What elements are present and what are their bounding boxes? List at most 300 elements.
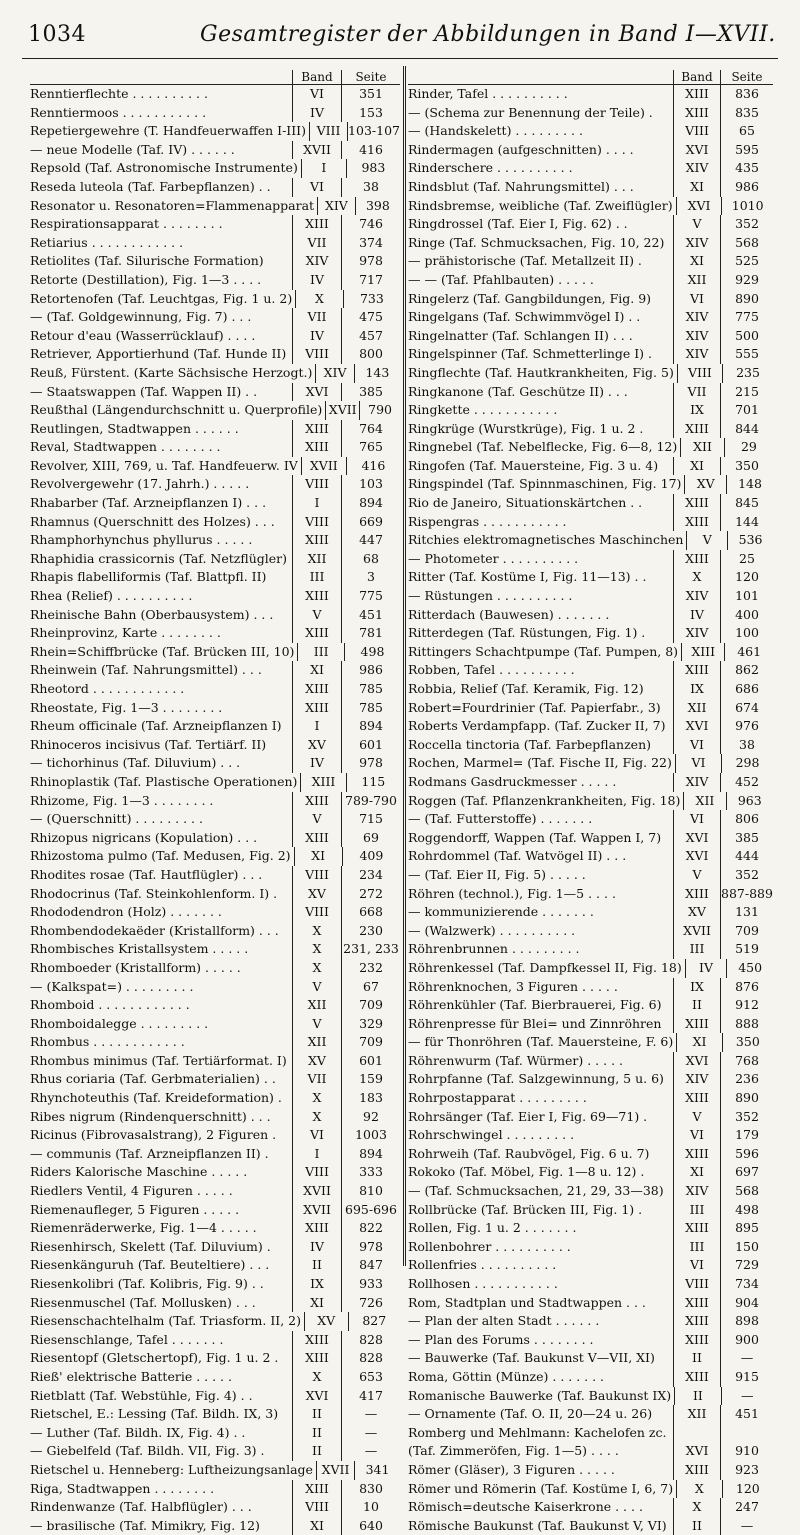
index-entry	[408, 885, 773, 904]
entry-term: Riesenmuschel (Taf. Mollusken) . . .	[30, 1294, 256, 1310]
right-entry-list	[408, 85, 773, 1535]
entry-band: X	[292, 922, 342, 941]
entry-band: XVI	[673, 1052, 721, 1071]
entry-band: VI	[673, 810, 721, 829]
entry-page: 764	[359, 420, 383, 436]
entry-page: 601	[359, 736, 383, 752]
entry-term: Rohrschwingel . . . . . . . . .	[408, 1127, 575, 1143]
entry-page: 862	[735, 662, 759, 678]
entry-band: VIII	[677, 364, 723, 383]
entry-band: XIII	[292, 699, 342, 718]
entry-page: 890	[735, 1090, 759, 1106]
entry-term: Ribes nigrum (Rindenquerschnitt) . . .	[30, 1108, 271, 1124]
entry-term: — Plan des Forums . . . . . . . .	[408, 1331, 594, 1347]
entry-term: Rohrsänger (Taf. Eier I, Fig. 69—71) .	[408, 1108, 648, 1124]
entry-band: VI	[673, 1126, 721, 1145]
left-column	[30, 66, 400, 1535]
entry-band: XIII	[292, 792, 342, 811]
entry-term: Rheostate, Fig. 1—3 . . . . . . . .	[30, 699, 223, 715]
entry-page: 830	[359, 1480, 383, 1496]
entry-page: 232	[359, 959, 383, 975]
index-entry	[30, 568, 400, 587]
entry-term: Romanische Bauwerke (Taf. Baukunst IX)	[408, 1387, 672, 1403]
entry-term: Ringkrüge (Wurstkrüge), Fig. 1 u. 2 .	[408, 420, 644, 436]
entry-term: Rittingers Schachtpumpe (Taf. Pumpen, 8)	[408, 643, 679, 659]
entry-page: 450	[738, 959, 763, 975]
entry-term: Rhizome, Fig. 1—3 . . . . . . . .	[30, 792, 214, 808]
entry-page: 847	[359, 1257, 383, 1273]
entry-term: Rhombus . . . . . . . . . . . .	[30, 1034, 185, 1050]
entry-band: XI	[294, 847, 343, 866]
index-entry	[30, 215, 400, 234]
entry-term: Rhinoplastik (Taf. Plastische Operationen)	[30, 773, 298, 789]
entry-band: VIII	[673, 122, 721, 141]
index-entry	[408, 1331, 773, 1350]
entry-page: 500	[735, 327, 759, 343]
entry-page: 536	[738, 532, 763, 548]
entry-page: 409	[359, 848, 384, 864]
entry-page: —	[364, 1424, 378, 1440]
entry-term: Rhynchoteuthis (Taf. Kreideformation) .	[30, 1090, 282, 1106]
entry-page: 775	[735, 309, 759, 325]
index-entry	[30, 829, 400, 848]
entry-page: 385	[735, 829, 759, 845]
entry-term: Rhomboidalegge . . . . . . . . .	[30, 1015, 209, 1031]
entry-page: 101	[735, 588, 759, 604]
entry-band: XIV	[673, 327, 721, 346]
index-entry	[408, 234, 773, 253]
index-entry	[30, 624, 400, 643]
entry-band: X	[292, 1089, 342, 1108]
entry-page: 435	[735, 160, 759, 176]
index-entry	[408, 1349, 773, 1368]
index-entry	[408, 401, 773, 420]
entry-term: Röhrenkessel (Taf. Dampfkessel II, Fig. 18)	[408, 959, 682, 975]
entry-page: 715	[359, 811, 383, 827]
entry-page: 887-889	[721, 885, 773, 901]
entry-page: 475	[359, 309, 383, 325]
entry-band: VII	[292, 1070, 342, 1089]
entry-page: 231, 233	[343, 941, 399, 957]
entry-page: 374	[359, 234, 383, 250]
index-entry	[30, 364, 400, 383]
entry-band: VIII	[292, 513, 342, 532]
entry-band: XVII	[316, 1461, 355, 1480]
index-entry	[30, 141, 400, 160]
entry-term: — (Taf. Schmucksachen, 21, 29, 33—38)	[408, 1183, 664, 1199]
index-entry	[30, 1405, 400, 1424]
entry-band: II	[292, 1256, 342, 1275]
index-entry	[408, 1405, 773, 1424]
entry-page: 888	[735, 1015, 759, 1031]
entry-page: —	[364, 1406, 378, 1422]
entry-term: Robben, Tafel . . . . . . . . . .	[408, 662, 575, 678]
entry-page: 100	[735, 625, 759, 641]
entry-band: XIII	[673, 494, 721, 513]
entry-term: Rhein=Schiffbrücke (Taf. Brücken III, 10)	[30, 643, 295, 659]
entry-band: XIV	[673, 159, 721, 178]
index-entry	[30, 1368, 400, 1387]
entry-page: 835	[735, 104, 759, 120]
entry-page: —	[364, 1443, 378, 1459]
entry-term: Retiolites (Taf. Silurische Formation)	[30, 253, 264, 269]
index-entry	[30, 85, 400, 104]
index-entry	[30, 903, 400, 922]
entry-page: 828	[359, 1350, 383, 1366]
index-entry	[408, 1201, 773, 1220]
entry-term: Rinder, Tafel . . . . . . . . . .	[408, 86, 568, 101]
index-entry	[408, 940, 773, 959]
entry-band: V	[292, 978, 342, 997]
entry-term: — (Handskelett) . . . . . . . . .	[408, 123, 583, 139]
entry-band: VIII	[673, 1275, 721, 1294]
entry-page: 69	[363, 829, 379, 845]
entry-page: 734	[735, 1276, 759, 1291]
index-entry	[30, 978, 400, 997]
entry-band: I	[292, 1145, 342, 1164]
index-entry	[30, 866, 400, 885]
entry-band: XIII	[673, 661, 721, 680]
entry-page: 717	[359, 271, 383, 287]
entry-term: — (Querschnitt) . . . . . . . . .	[30, 811, 203, 827]
entry-page: 10	[363, 1499, 379, 1515]
entry-band: I	[301, 159, 347, 178]
entry-band: XIII	[673, 1015, 721, 1034]
entry-page: 131	[735, 904, 759, 920]
entry-page: —	[740, 1517, 754, 1533]
entry-term: Riedlers Ventil, 4 Figuren . . . . .	[30, 1183, 233, 1199]
entry-page: 385	[359, 383, 383, 399]
entry-page: 159	[359, 1071, 383, 1087]
entry-page: 120	[735, 1480, 760, 1496]
index-entry	[408, 1145, 773, 1164]
entry-term: Rhodocrinus (Taf. Steinkohlenform. I) .	[30, 885, 278, 901]
entry-term: Retortenofen (Taf. Leuchtgas, Fig. 1 u. 2)	[30, 290, 293, 306]
entry-band: XIII	[292, 624, 342, 643]
entry-band: VI	[675, 754, 722, 773]
index-entry	[30, 1219, 400, 1238]
entry-term: Rietschel, E.: Lessing (Taf. Bildh. IX, 3)	[30, 1406, 279, 1422]
entry-band: XIII	[673, 1331, 721, 1350]
index-entry	[408, 1182, 773, 1201]
right-column	[408, 66, 773, 1535]
entry-term: Ringkette . . . . . . . . . . .	[408, 402, 558, 418]
entry-page: 148	[738, 476, 762, 492]
entry-page: 498	[360, 643, 385, 659]
index-entry	[408, 122, 773, 141]
entry-term: Rhinoceros incisivus (Taf. Tertiärf. II)	[30, 736, 267, 752]
entry-band: XIII	[673, 550, 721, 569]
page-header	[0, 10, 800, 58]
entry-page: 640	[359, 1517, 383, 1533]
entry-term: Roggen (Taf. Pflanzenkrankheiten, Fig. 18)	[408, 792, 681, 808]
entry-band: XI	[292, 661, 342, 680]
entry-band: XIII	[292, 1331, 342, 1350]
entry-term: Rhapis flabelliformis (Taf. Blattpfl. II)	[30, 569, 267, 585]
entry-band: XV	[292, 736, 342, 755]
entry-page: 1003	[355, 1127, 387, 1143]
entry-term: — (Taf. Eier II, Fig. 5) . . . . .	[408, 866, 586, 882]
index-entry	[408, 1275, 773, 1294]
entry-band: XIII	[673, 513, 721, 532]
entry-term: Rhomboid . . . . . . . . . . . .	[30, 997, 190, 1013]
entry-band: XI	[673, 1163, 721, 1182]
entry-band: VII	[673, 383, 721, 402]
entry-term: Rhododendron (Holz) . . . . . . .	[30, 904, 222, 920]
index-entry	[30, 234, 400, 253]
index-entry	[408, 252, 773, 271]
entry-page: 963	[737, 792, 762, 808]
entry-page	[721, 1424, 773, 1443]
entry-band: II	[673, 1349, 721, 1368]
entry-term: Renntiermoos . . . . . . . . . . .	[30, 104, 207, 120]
entry-page: 341	[365, 1461, 390, 1477]
entry-page: 890	[735, 290, 759, 306]
index-entry	[408, 736, 773, 755]
entry-term: Rhizopus nigricans (Kopulation) . . .	[30, 829, 258, 845]
index-entry	[30, 271, 400, 290]
entry-band: VIII	[292, 866, 342, 885]
entry-band: XIII	[292, 1480, 342, 1499]
left-column-header	[30, 66, 400, 85]
entry-band: XII	[673, 271, 721, 290]
entry-page: 836	[735, 86, 759, 101]
index-entry	[30, 661, 400, 680]
index-entry	[408, 922, 773, 941]
entry-term: Retour d'eau (Wasserrücklauf) . . . .	[30, 327, 256, 343]
entry-term: — Luther (Taf. Bildh. IX, Fig. 4) . .	[30, 1424, 246, 1440]
entry-term: Rio de Janeiro, Situationskärtchen . .	[408, 495, 643, 511]
entry-page: 92	[363, 1108, 379, 1124]
entry-band: XII	[673, 699, 721, 718]
entry-page: 29	[740, 439, 757, 455]
index-entry	[30, 940, 400, 959]
entry-page: 978	[359, 1238, 383, 1254]
entry-term: Rheotord . . . . . . . . . . . .	[30, 681, 185, 696]
index-entry	[30, 1424, 400, 1443]
index-entry	[30, 717, 400, 736]
entry-page: 697	[735, 1164, 759, 1180]
index-entry	[408, 1238, 773, 1257]
entry-term: Riders Kalorische Maschine . . . . .	[30, 1164, 248, 1180]
entry-band: VIII	[292, 345, 342, 364]
entry-band: XVII	[325, 401, 360, 420]
entry-term: Rindermagen (aufgeschnitten) . . . .	[408, 141, 634, 157]
entry-band: V	[292, 810, 342, 829]
entry-band: III	[292, 568, 342, 587]
entry-page: 894	[359, 1145, 383, 1161]
entry-term: Respirationsapparat . . . . . . . .	[30, 216, 223, 232]
index-entry	[408, 959, 773, 978]
entry-band: XI	[292, 1294, 342, 1313]
entry-band: XVI	[673, 1442, 721, 1461]
entry-band: XV	[292, 885, 342, 904]
entry-page: 103-107	[348, 123, 400, 139]
entry-band: V	[673, 1108, 721, 1127]
entry-band: XVII	[673, 922, 721, 941]
entry-page: 38	[363, 178, 379, 194]
index-entry	[30, 438, 400, 457]
index-entry	[408, 1033, 773, 1052]
entry-term: Repetiergewehre (T. Handfeuerwaffen I-III)	[30, 123, 306, 139]
index-entry	[408, 383, 773, 402]
index-entry	[30, 1275, 400, 1294]
entry-band: IV	[292, 327, 342, 346]
index-entry	[30, 345, 400, 364]
entry-term: Röhren (technol.), Fig. 1—5 . . . .	[408, 885, 616, 901]
index-entry	[30, 792, 400, 811]
index-entry	[408, 643, 773, 662]
entry-page: 350	[735, 457, 759, 473]
entry-term: Rheinwein (Taf. Nahrungsmittel) . . .	[30, 662, 262, 678]
entry-term: Rindsbremse, weibliche (Taf. Zweiflügler)	[408, 197, 673, 213]
entry-page: 828	[359, 1331, 383, 1347]
index-entry	[408, 1015, 773, 1034]
entry-term: Ringe (Taf. Schmucksachen, Fig. 10, 22)	[408, 234, 665, 250]
entry-term: Röhrenbrunnen . . . . . . . . .	[408, 941, 580, 957]
entry-page: 653	[359, 1368, 383, 1384]
index-entry	[30, 885, 400, 904]
index-entry	[30, 1052, 400, 1071]
index-entry	[408, 866, 773, 885]
entry-band: V	[673, 866, 721, 885]
entry-term: Römische Baukunst (Taf. Baukunst V, VI)	[408, 1517, 667, 1533]
entry-term: — Photometer . . . . . . . . . .	[408, 550, 579, 566]
entry-band: XVI	[673, 717, 721, 736]
entry-page: 38	[739, 736, 755, 752]
entry-page: 781	[359, 625, 383, 641]
entry-page: 785	[359, 699, 383, 715]
entry-page: 351	[359, 86, 383, 101]
entry-band: III	[673, 940, 721, 959]
entry-term: Ritter (Taf. Kostüme I, Fig. 11—13) . .	[408, 569, 647, 585]
entry-page: 709	[359, 1034, 383, 1050]
entry-page: 498	[735, 1201, 759, 1217]
entry-page: 822	[359, 1220, 383, 1236]
index-entry	[30, 401, 400, 420]
entry-band: XIV	[673, 345, 721, 364]
index-entry	[30, 1015, 400, 1034]
entry-band: XVII	[292, 141, 342, 160]
entry-term: Ringofen (Taf. Mauersteine, Fig. 3 u. 4)	[408, 457, 659, 473]
entry-page: 668	[359, 904, 383, 920]
entry-page: 447	[359, 532, 383, 548]
entry-term: Robbia, Relief (Taf. Keramik, Fig. 12)	[408, 681, 644, 696]
header-rule	[22, 58, 778, 59]
entry-page: 726	[359, 1294, 383, 1310]
index-entry	[30, 699, 400, 718]
page-title: Gesamtregister der Abbildungen in Band I—XVII.	[200, 22, 776, 47]
entry-band: XI	[673, 252, 721, 271]
entry-band: XV	[673, 903, 721, 922]
entry-page: 701	[735, 402, 759, 418]
entry-term: Reußthal (Längendurchschnitt u. Querprofile)	[30, 402, 323, 418]
entry-term: Roccella tinctoria (Taf. Farbepflanzen)	[408, 736, 652, 752]
entry-term: Ringdrossel (Taf. Eier I, Fig. 62) . .	[408, 216, 628, 232]
entry-page: 416	[359, 141, 383, 157]
entry-band: IX	[673, 978, 721, 997]
entry-page: 568	[735, 1183, 759, 1199]
entry-band: X	[292, 1368, 342, 1387]
index-entry	[30, 531, 400, 550]
index-entry	[30, 1331, 400, 1350]
index-entry	[408, 699, 773, 718]
index-entry	[30, 420, 400, 439]
entry-term: Reval, Stadtwappen . . . . . . . .	[30, 439, 221, 455]
entry-term: Rhomboeder (Kristallform) . . . . .	[30, 959, 241, 975]
entry-page: 143	[365, 364, 390, 380]
entry-page: 352	[735, 216, 759, 232]
entry-page: 555	[735, 346, 759, 362]
entry-band: XIV	[317, 197, 356, 216]
entry-page: 915	[735, 1368, 759, 1384]
index-entry	[408, 1219, 773, 1238]
entry-page: 272	[359, 885, 383, 901]
index-entry	[408, 550, 773, 569]
entry-page: 978	[359, 755, 383, 771]
entry-term: Römer (Gläser), 3 Figuren . . . . .	[408, 1461, 615, 1477]
entry-term: — brasilische (Taf. Mimikry, Fig. 12)	[30, 1517, 260, 1533]
entry-band: II	[673, 996, 721, 1015]
index-entry	[408, 345, 773, 364]
entry-term: — prähistorische (Taf. Metallzeit II) .	[408, 253, 642, 269]
entry-band: XIV	[673, 234, 721, 253]
entry-term: Rindsblut (Taf. Nahrungsmittel) . . .	[408, 178, 634, 194]
entry-term: Retriever, Apportierhund (Taf. Hunde II)	[30, 346, 287, 362]
entry-band: VII	[292, 308, 342, 327]
entry-page: 898	[735, 1313, 759, 1329]
entry-band: XII	[292, 550, 342, 569]
entry-term: Rhamnus (Querschnitt des Holzes) . . .	[30, 513, 275, 529]
index-entry	[30, 1108, 400, 1127]
entry-band: V	[686, 531, 728, 550]
entry-band: VI	[673, 736, 721, 755]
entry-page: 451	[735, 1406, 759, 1422]
entry-term: Retorte (Destillation), Fig. 1—3 . . . .	[30, 271, 262, 287]
entry-term: Ringspindel (Taf. Spinnmaschinen, Fig. 17)	[408, 476, 682, 492]
entry-term: Reutlingen, Stadtwappen . . . . . .	[30, 420, 239, 436]
entry-page: 525	[735, 253, 759, 269]
entry-page: 150	[735, 1238, 759, 1254]
entry-page: 686	[735, 681, 759, 696]
entry-term: Roma, Göttin (Münze) . . . . . . .	[408, 1368, 605, 1384]
entry-band: IV	[292, 104, 342, 123]
index-entry	[408, 1312, 773, 1331]
entry-band: X	[295, 290, 344, 309]
index-entry	[408, 1070, 773, 1089]
entry-term: Rispengras . . . . . . . . . . .	[408, 513, 567, 529]
entry-band: XIII	[673, 1312, 721, 1331]
index-entry	[30, 457, 400, 476]
entry-band: XIII	[673, 1089, 721, 1108]
entry-band: XII	[683, 792, 726, 811]
index-entry	[408, 1461, 773, 1480]
entry-term: Reseda luteola (Taf. Farbepflanzen) . .	[30, 178, 271, 194]
entry-page: 352	[735, 866, 759, 882]
index-entry	[408, 680, 773, 699]
index-entry	[408, 1424, 773, 1443]
entry-page: 923	[735, 1461, 759, 1477]
entry-term: Revolvergewehr (17. Jahrh.) . . . . .	[30, 476, 250, 492]
entry-term: — neue Modelle (Taf. IV) . . . . . .	[30, 141, 235, 157]
entry-page: 457	[359, 327, 383, 343]
entry-page: 746	[359, 216, 383, 232]
entry-band: XIII	[681, 643, 725, 662]
index-entry	[30, 1070, 400, 1089]
entry-band: XVII	[292, 1201, 342, 1220]
entry-term: Robert=Fourdrinier (Taf. Papierfabr., 3)	[408, 699, 661, 715]
entry-page: 215	[735, 383, 759, 399]
